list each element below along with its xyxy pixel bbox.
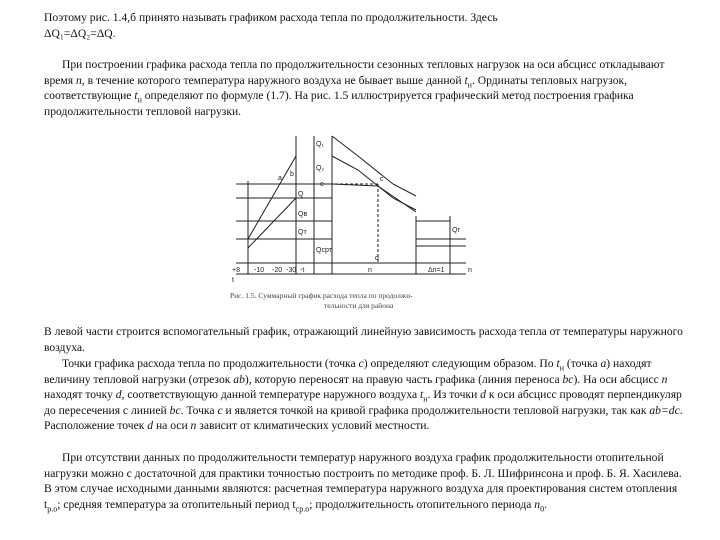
var: t: [556, 357, 560, 370]
paragraph-intro: [44, 10, 684, 41]
point-c-label: c: [380, 176, 384, 183]
tick-plus8: +8: [232, 267, 240, 274]
text-span: к оси абсцисс проводят перпендикуляр до пересечения с линией: [44, 388, 682, 417]
subscript: р.о: [47, 504, 58, 514]
q-label-2: Q₂: [316, 165, 325, 172]
subscript: ср.о: [295, 504, 310, 514]
aux-line-lower: [248, 198, 296, 248]
point-a-label: a: [278, 175, 282, 182]
n-axis-label: n: [468, 267, 472, 274]
figure-caption-line-1: Рис. 1.5. Суммарный график расхода тепла по продолжи-: [230, 291, 413, 300]
delta-n-label: Δn=1: [428, 267, 445, 274]
point-e-label: e: [320, 181, 324, 188]
n-label: n: [368, 267, 372, 274]
text-span: ), которую переносят на правую часть графика (линия переноса: [244, 372, 563, 386]
paragraph-construction: [44, 57, 684, 119]
text-span: Точки графика расхода тепла по продолжительности (точка: [62, 357, 359, 370]
text-span: зависит от климатических условий местности.: [196, 419, 430, 433]
subscript: н: [467, 79, 472, 89]
var: ab: [233, 372, 245, 386]
text-span: и является точкой на кривой графика продолжительности тепловой нагрузки, так как: [222, 403, 650, 417]
figure-heat-load-duration-graph: [228, 126, 480, 314]
text-span: определяют по формуле (1.7). На рис. 1.5 иллюстрируется графический метод построения графика продолжительности тепловой нагрузки.: [44, 89, 634, 118]
paragraph-method: [44, 450, 684, 512]
q-label-3: Q: [298, 191, 304, 198]
curve-total: [332, 136, 416, 196]
point-b-label: b: [290, 171, 294, 178]
paragraph-auxiliary: В левой части строится вспомогательный график, отражающий линейную зависимость расхода тепла от температуры наружного воздуха.: [44, 325, 683, 354]
text-span: . Ординаты тепловых нагрузок, соответствующие: [44, 73, 628, 103]
q-label-7: Qг: [452, 227, 460, 234]
var: bc: [562, 372, 574, 386]
text-span: . Из точки: [427, 388, 481, 402]
q-label-1: Q₁: [316, 141, 324, 148]
text-span: ; средняя температура за отопительный период t: [57, 497, 296, 511]
q-label-5: Qт: [298, 229, 307, 236]
text-span: (точка: [563, 357, 601, 370]
var: a: [600, 357, 607, 370]
intro-line-1: Поэтому рис. 1.4,б принято называть графиком расхода тепла по продолжительности. Здесь: [44, 11, 498, 24]
tick-tn: -t: [300, 267, 305, 274]
var-t: t: [134, 89, 138, 103]
curve-heating: [332, 156, 416, 210]
text-span: , соответствующую данной температуре наружного воздуха: [121, 388, 421, 402]
text-span: на оси: [153, 419, 191, 433]
text-span: ) находят величину тепловой нагрузки (отрезок: [44, 357, 652, 386]
var: d: [147, 419, 154, 433]
paragraph-points: [44, 356, 684, 434]
figure-caption-line-2: тельности для района: [324, 301, 394, 310]
text-span: При построении графика расхода тепла по продолжительности сезонных тепловых нагрузок на оси абсцисс откладывают время: [44, 58, 665, 87]
var-t: t: [464, 73, 468, 87]
tick-t-plus: t: [232, 277, 234, 284]
curve-ventilation: [332, 184, 416, 212]
var-n: n: [76, 73, 82, 87]
var: n: [190, 419, 197, 433]
subscript: н: [559, 363, 564, 373]
var: d: [480, 388, 486, 402]
text-span: .: [544, 497, 547, 511]
text-span: , в течение которого температура наружного воздуха не бывает выше данной: [81, 73, 465, 87]
var: ab=dc: [649, 403, 680, 417]
graph-drawing: [228, 126, 480, 314]
text-span: ). На оси абсцисс: [573, 372, 662, 386]
tick-minus20: -20: [272, 267, 283, 274]
tick-minus10: -10: [254, 267, 265, 274]
text-span: ) определяют следующим образом. По: [363, 357, 557, 370]
subscript: н: [423, 394, 428, 404]
text-span: находят точку: [44, 388, 116, 402]
subscript: н: [137, 95, 142, 105]
var: d: [115, 388, 122, 402]
var: c: [217, 403, 223, 417]
var: n: [534, 497, 541, 511]
text-span: . Расположение точек: [44, 403, 683, 433]
subscript: 0: [540, 504, 545, 514]
var: n: [661, 372, 668, 386]
text-span: . Точка: [180, 403, 218, 417]
text-span: ; продолжительность отопительного периода: [309, 497, 535, 511]
var: bc: [169, 403, 181, 417]
q-label-4: Qв: [298, 211, 308, 218]
point-d-label: d: [375, 255, 379, 262]
text-span: При отсутствии данных по продолжительности температур наружного воздуха график продолжительности отопительной нагрузки можно с достаточной для практики точностью построить по методике проф. Б. Л. Шифринсона и проф. Б. Я. Хасилева. В этом случае исходными данными являются: расчетная температура наружного воздуха для проектирования систем отопления t: [44, 451, 682, 511]
intro-line-2: ΔQ₁=ΔQ₂=ΔQ.: [44, 26, 116, 40]
tick-minus30: -30: [286, 267, 297, 274]
var: t: [420, 388, 424, 402]
q-label-6: Qсрт: [316, 247, 332, 254]
var: c: [358, 357, 364, 370]
